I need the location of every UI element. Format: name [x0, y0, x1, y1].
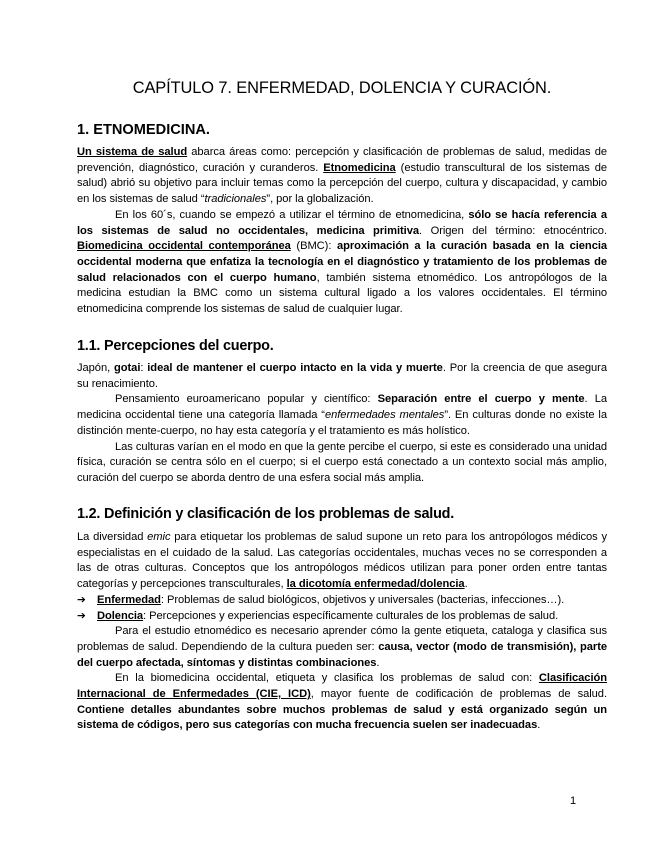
paragraph: Un sistema de salud abarca áreas como: percepción y clasificación de problemas de salud, medidas de prevención, diagnóstico, curación y curanderos. Etnomedicina (estudio transcultural de los sistemas de salud) abrió su objetivo para incluir temas como la percepción del cuerpo, cultura y discapacidad, y cambio en los sistemas de salud “tradicionales”, por la globalización. — [77, 146, 607, 206]
section-1-1-body — [77, 361, 607, 487]
paragraph: Japón, gotai: ideal de mantener el cuerpo intacto en la vida y muerte. Por la creencia de que asegura su renacimiento. — [77, 362, 607, 390]
section-heading-definicion: 1.2. Definición y clasificación de los problemas de salud. — [77, 506, 455, 522]
section-1-2-body — [77, 530, 607, 734]
term-enfermedad: Enfermedad — [97, 593, 161, 606]
term-sistema-de-salud: Un sistema de salud — [77, 146, 188, 158]
section-heading-etnomedicina: 1. ETNOMEDICINA. — [77, 122, 210, 138]
paragraph: En los 60´s, cuando se empezó a utilizar el término de etnomedicina, sólo se hacía referencia a los sistemas de salud no occidentales, medicina primitiva. Origen del término: etnocéntrico. Biomedicina occidental contemporánea (BMC): aproximación a la curación basada en la ciencia occidental moderna que enfatiza la tecnología en el diagnóstico y tratamiento de los problemas de salud relacionados con el cuerpo humano, también sistema etnomédico. Los antropólogos de la medicina estudian la BMC como un sistema cultural ligado a los valores occidentales. El término etnomedicina comprende los sistemas de salud de cualquier lugar. — [77, 208, 608, 316]
term-biomedicina: Biomedicina occidental contemporánea — [77, 240, 291, 253]
chapter-title: CAPÍTULO 7. ENFERMEDAD, DOLENCIA Y CURACIÓN. — [132, 79, 552, 97]
paragraph: En la biomedicina occidental, etiqueta y clasifica los problemas de salud con: Clasificación Internacional de Enfermedades (CIE, ICD), mayor fuente de codificación de problemas de salud. Contiene detalles abundantes sobre muchos problemas de salud y está organizado según un sistema de códigos, pero sus categorías con mucha frecuencia suelen ser inadecuadas. — [77, 672, 607, 732]
arrow-right-icon: ➔ — [77, 593, 86, 606]
arrow-right-icon: ➔ — [77, 609, 86, 622]
term-dicotomia: la dicotomía enfermedad/dolencia — [286, 578, 465, 591]
list-item: ➔ Enfermedad: Problemas de salud biológicos, objetivos y universales (bacterias, infecciones…). — [77, 593, 607, 609]
term-etnomedicina: Etnomedicina — [323, 161, 396, 174]
paragraph: Para el estudio etnomédico es necesario aprender cómo la gente etiqueta, cataloga y clasifica sus problemas de salud. Dependiendo de la cultura pueden ser: causa, vector (modo de transmisión), parte del cuerpo afectada, síntomas y distintas combinaciones. — [77, 625, 607, 669]
page-number: 1 — [570, 795, 577, 807]
paragraph: La diversidad emic para etiquetar los problemas de salud supone un reto para los antropólogos médicos y especialistas en el cuidado de la salud. Las categorías occidentales, muchas veces no se corresponden a las de otras culturas. Conceptos que los antropólogos médicos utilizan para poner orden entre tantas categorías y percepciones transculturales, la dicotomía enfermedad/dolencia. — [77, 531, 608, 591]
section-1-body — [77, 145, 607, 318]
term-cie: Clasificación Internacional de Enfermedades (CIE, ICD) — [77, 672, 607, 701]
section-heading-percepciones: 1.1. Percepciones del cuerpo. — [77, 338, 274, 354]
list-item: ➔ Dolencia: Percepciones y experiencias específicamente culturales de los problemas de salud. — [77, 609, 607, 625]
paragraph: Las culturas varían en el modo en que la gente percibe el cuerpo, si este es considerado una unidad física, curación se centra sólo en el cuerpo; si el cuerpo está conectado a un contexto social más amplio, curación del cuerpo se aborda dentro de una esfera social más amplia. — [77, 440, 607, 484]
paragraph: Pensamiento euroamericano popular y científico: Separación entre el cuerpo y mente. La medicina occidental tiene una categoría llamada “enfermedades mentales”. En culturas donde no existe la distinción mente-cuerpo, no hay esta categoría y el tratamiento es más holístico. — [77, 393, 607, 437]
term-dolencia: Dolencia — [97, 609, 144, 622]
